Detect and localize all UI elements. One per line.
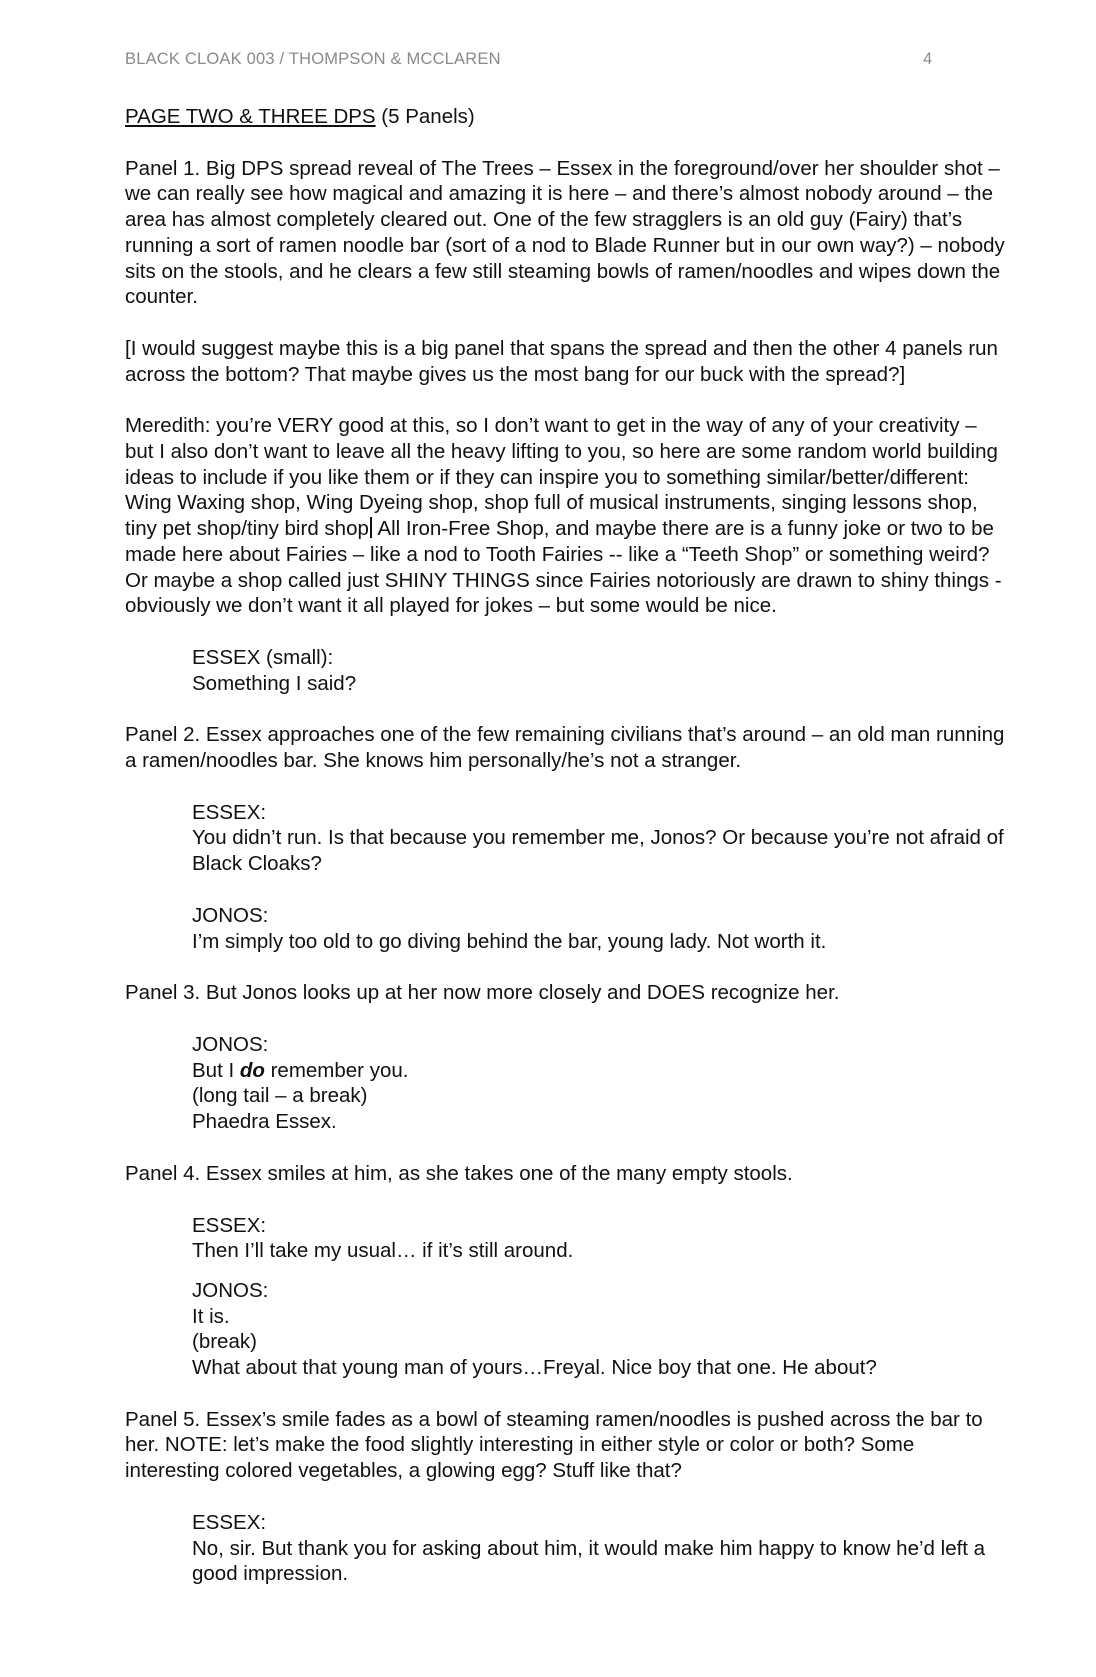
note-to-meredith-part1: Meredith: you’re VERY good at this, so I don’t want to get in the way of any of your creativity – but I also don’t want to leave all the heavy lifting to you, so here are some random world building ideas to include if you like them or if they can inspire you to something similar/better/different: Wing Waxing shop, Wing Dyeing shop, shop full of musical instruments, singing lessons shop, tiny pet shop/tiny bird shop [125, 414, 998, 541]
panel-5-description: Panel 5. Essex’s smile fades as a bowl of steaming ramen/noodles is pushed across the bar to her. NOTE: let’s make the food slightly interesting in either style or color or both? Some interesting colored vegetables, a glowing egg? Stuff like that? [125, 1407, 983, 1483]
heading-underlined: PAGE TWO & THREE DPS [125, 105, 376, 128]
note-to-meredith [125, 413, 1005, 619]
dialogue-jonos-3 [192, 1278, 1005, 1381]
text-cursor [370, 517, 372, 538]
dialogue-line: No, sir. But thank you for asking about him, it would make him happy to know he’d left a good impression. [192, 1536, 986, 1586]
dialogue-line: Then I’ll take my usual… if it’s still around. [192, 1239, 574, 1263]
dialogue-jonos-1 [192, 903, 1005, 954]
dialogue-jonos-2 [192, 1032, 1005, 1135]
dialogue-line-2: Phaedra Essex. [192, 1110, 337, 1134]
note-to-meredith-part2: All Iron-Free Shop, and maybe there are is a funny joke or two to be made here about Fairies – like a nod to Tooth Fairies -- like a “Teeth Shop” or something weird? Or maybe a shop called just SHINY THINGS since Fairies notoriously are drawn to shiny things - obviously we don’t want it all played for jokes – but some would be nice. [125, 517, 1002, 618]
panel-4-description: Panel 4. Essex smiles at him, as she takes one of the many empty stools. [125, 1161, 793, 1185]
speaker-name: JONOS: [192, 1278, 269, 1302]
speaker-name: JONOS: [192, 903, 269, 927]
panel-2-description: Panel 2. Essex approaches one of the few remaining civilians that’s around – an old man running a ramen/noodles bar. She knows him personally/he’s not a stranger. [125, 723, 1005, 773]
emphasis-word: do [239, 1058, 265, 1082]
panel-3-description: Panel 3. But Jonos looks up at her now more closely and DOES recognize her. [125, 981, 840, 1005]
stage-direction: (break) [192, 1330, 257, 1354]
page-heading [125, 104, 1005, 130]
page-number: 4 [923, 50, 933, 68]
page-header [125, 50, 935, 72]
dialogue-line: It is. [192, 1304, 230, 1328]
dialogue-line [192, 1058, 1005, 1084]
dialogue-line: Something I said? [192, 671, 357, 695]
dialogue-essex-1 [192, 645, 1005, 696]
speaker-name: JONOS: [192, 1032, 269, 1056]
dialogue-line-start: But I [192, 1058, 240, 1082]
panel-1-description: Panel 1. Big DPS spread reveal of The Trees – Essex in the foreground/over her shoulder shot – we can really see how magical and amazing it is here – and there’s almost nobody around – the area has almost completely cleared out. One of the few stragglers is an old guy (Fairy) that’s running a sort of ramen noodle bar (sort of a nod to Blade Runner but in our own way?) – nobody sits on the stools, and he clears a few still steaming bowls of ramen/noodles and wipes down the counter. [125, 156, 1005, 309]
script-body [125, 104, 1005, 1613]
stage-direction: (long tail – a break) [192, 1084, 368, 1108]
speaker-name: ESSEX: [192, 1213, 267, 1237]
speaker-name: ESSEX: [192, 800, 267, 824]
dialogue-essex-2 [192, 800, 1005, 877]
dialogue-essex-3 [192, 1213, 1005, 1264]
artist-note: [I would suggest maybe this is a big panel that spans the spread and then the other 4 panels run across the bottom? That maybe gives us the most bang for our buck with the spread?] [125, 336, 998, 386]
speaker-name: ESSEX (small): [192, 645, 334, 669]
dialogue-line: I’m simply too old to go diving behind the bar, young lady. Not worth it. [192, 929, 827, 953]
header-title: BLACK CLOAK 003 / THOMPSON & MCCLAREN [125, 50, 501, 68]
dialogue-line: You didn’t run. Is that because you remember me, Jonos? Or because you’re not afraid of Black Cloaks? [192, 826, 1004, 876]
dialogue-essex-4 [192, 1510, 1005, 1587]
dialogue-line-end: remember you. [264, 1058, 409, 1082]
heading-panel-count: (5 Panels) [375, 105, 475, 128]
dialogue-line-2: What about that young man of yours…Freyal. Nice boy that one. He about? [192, 1356, 877, 1380]
speaker-name: ESSEX: [192, 1510, 267, 1534]
